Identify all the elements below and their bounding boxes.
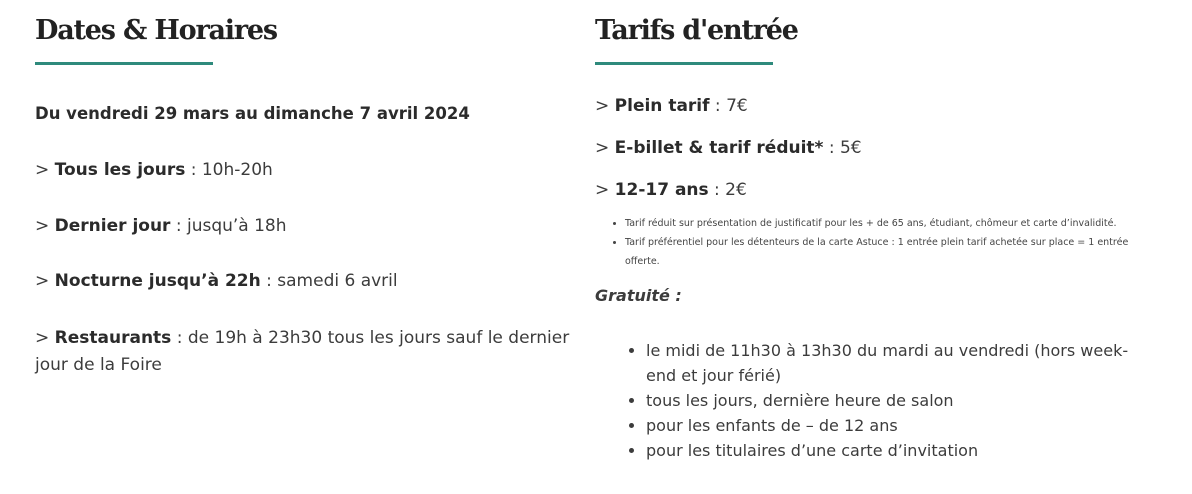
price-label: 12-17 ans — [614, 180, 709, 200]
free-entry-item: • le midi de 11h30 à 13h30 du mardi au vendredi (hors week-end et jour férié) — [646, 338, 1146, 388]
line-prefix: > — [35, 160, 55, 180]
free-entry-item: • pour les enfants de – de 12 ans — [646, 413, 1146, 438]
hours-line-last-day — [35, 216, 287, 236]
price-label: E-billet & tarif réduit* — [614, 138, 824, 158]
line-value: : de 19h à 23h30 tous les jours sauf le dernier jour de la Foire — [35, 328, 570, 375]
dates-heading-underline — [35, 62, 213, 65]
prices-heading-underline — [595, 62, 773, 65]
price-value: : 7€ — [709, 96, 748, 116]
free-entry-item: • tous les jours, dernière heure de salon — [646, 388, 1146, 413]
price-value: : 5€ — [823, 138, 862, 158]
line-prefix: > — [35, 216, 55, 236]
hours-line-restaurants — [35, 325, 575, 379]
free-entry-list — [595, 338, 1146, 463]
line-prefix: > — [35, 271, 55, 291]
line-label: Nocturne jusqu’à 22h — [54, 271, 261, 291]
line-label: Dernier jour — [54, 216, 171, 236]
price-reduced — [595, 138, 862, 158]
line-value: : 10h-20h — [185, 160, 273, 180]
price-note: • Tarif réduit sur présentation de justificatif pour les + de 65 ans, étudiant, chômeur et carte d’invalidité. — [625, 214, 1145, 233]
price-notes — [595, 214, 1145, 271]
price-value: : 2€ — [708, 180, 747, 200]
price-youth — [595, 180, 747, 200]
line-prefix: > — [595, 96, 615, 116]
hours-line-nocturne — [35, 271, 398, 291]
line-label: Restaurants — [54, 328, 172, 348]
date-range: Du vendredi 29 mars au dimanche 7 avril 2024 — [35, 104, 470, 123]
dates-heading: Dates & Horaires — [35, 15, 277, 46]
hours-line-daily — [35, 160, 273, 180]
line-value: : samedi 6 avril — [260, 271, 398, 291]
prices-heading: Tarifs d'entrée — [595, 15, 798, 46]
price-label: Plein tarif — [614, 96, 710, 116]
line-prefix: > — [595, 180, 615, 200]
price-full — [595, 96, 748, 116]
line-prefix: > — [35, 328, 55, 348]
line-prefix: > — [595, 138, 615, 158]
line-label: Tous les jours — [54, 160, 186, 180]
free-entry-item: • pour les titulaires d’une carte d’invitation — [646, 438, 1146, 463]
free-entry-title: Gratuité : — [595, 286, 682, 305]
price-note: • Tarif préférentiel pour les détenteurs de la carte Astuce : 1 entrée plein tarif achetée sur place = 1 entrée offerte. — [625, 233, 1145, 271]
line-value: : jusqu’à 18h — [170, 216, 287, 236]
